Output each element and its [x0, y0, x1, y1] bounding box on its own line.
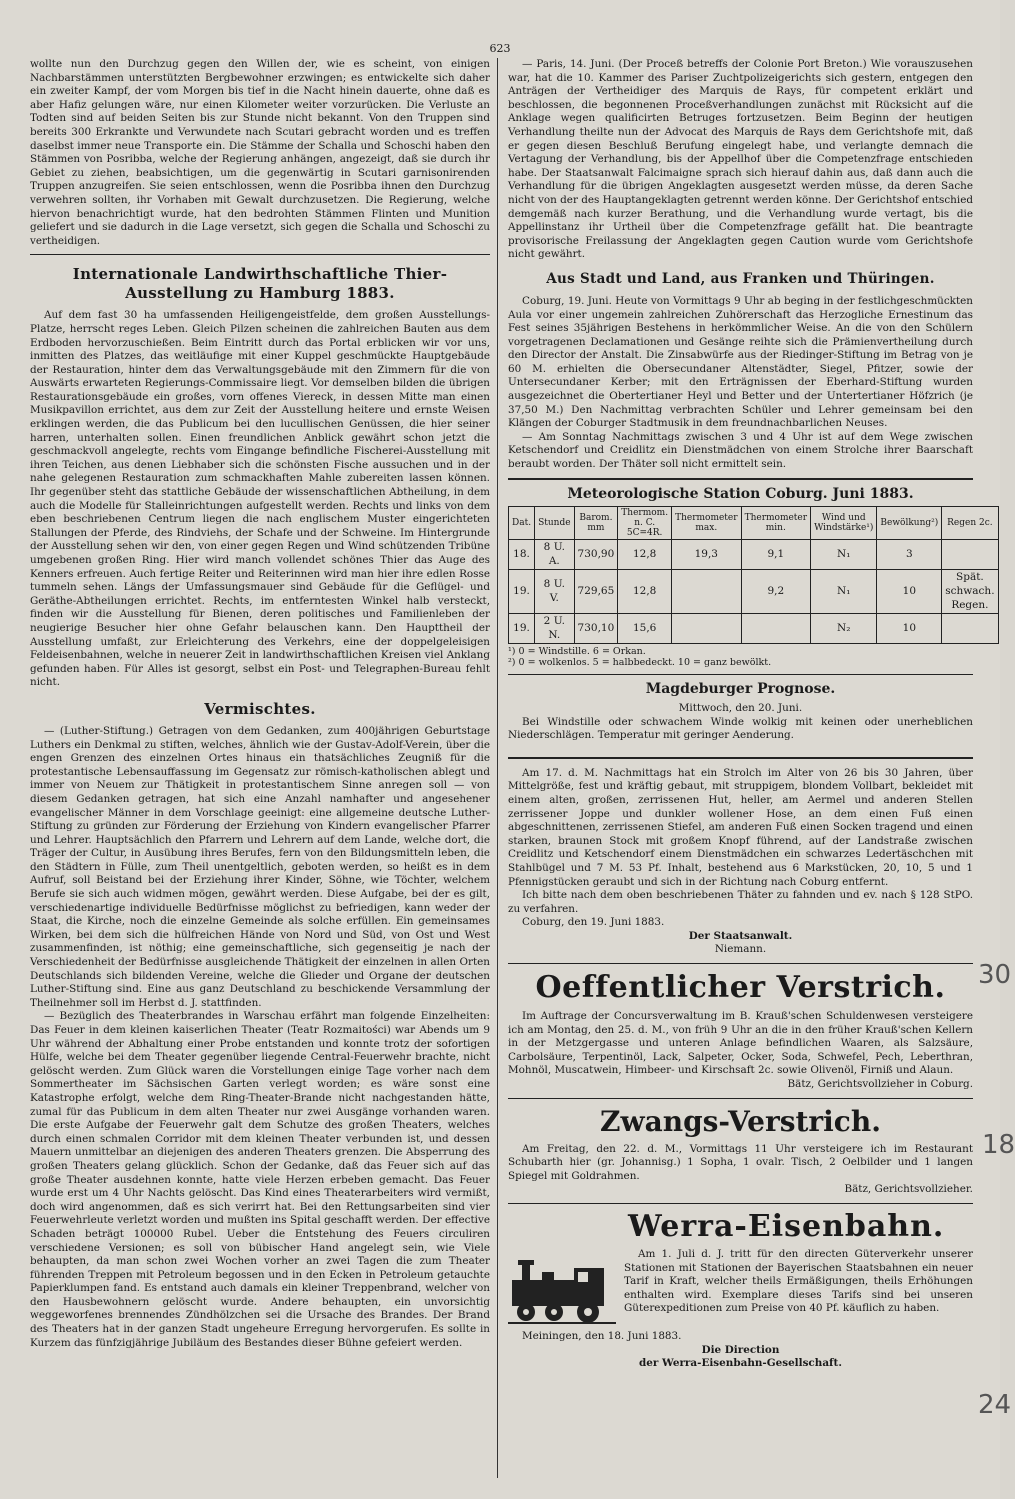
margin-mark-18: 18	[982, 1130, 1015, 1160]
weather-station-title: Meteorologische Station Coburg. Juni 1883.	[567, 485, 914, 502]
wanted-request: Ich bitte nach dem oben beschriebenen Thäter zu fahnden und ev. nach § 128 StPO. zu verfahren.	[508, 889, 973, 915]
weather-row	[509, 540, 999, 570]
separator	[508, 963, 973, 964]
right-column	[508, 58, 995, 1371]
weather-cell	[672, 614, 742, 644]
railway-signature-1: Die Direction	[701, 1343, 780, 1356]
weather-cell: 12,8	[618, 540, 672, 570]
weather-cell: 10	[877, 570, 942, 614]
forecast-date: Mittwoch, den 20. Juni.	[678, 701, 803, 714]
weather-cell: 10	[877, 614, 942, 644]
misc-heading: Vermischtes.	[204, 699, 316, 718]
weather-note-clouds: ²) 0 = wolkenlos. 5 = halbbedeckt. 10 = ganz bewölkt.	[508, 657, 772, 669]
weather-cell	[942, 614, 998, 644]
weather-cell: N₁	[811, 570, 877, 614]
weather-cell: 19,3	[672, 540, 742, 570]
forecast-text: Bei Windstille oder schwachem Winde wolkig mit keinen oder unerheblichen Niederschlägen. Temperatur mit geringer Aenderung.	[508, 715, 973, 742]
forced-auction-signature: Bätz, Gerichtsvollzieher.	[844, 1183, 973, 1196]
forecast-title: Magdeburger Prognose.	[645, 681, 836, 698]
wanted-date: Coburg, den 19. Juni 1883.	[522, 916, 665, 929]
weather-header-cell: Thermometer min.	[741, 507, 811, 540]
paris-article: — Paris, 14. Juni. (Der Proceß betreffs der Colonie Port Breton.) Wie vorauszusehen war, hat die 10. Kammer des Pariser Zuchtpolizeigerichts sich gestern, entgegen den Anträgen der Vertheidiger des Marquis de Rays, für competent erklärt und beschlossen, die begonnenen Proceßverhandlungen zunächst mit Rücksicht auf die Anklage wegen qualificirten Betruges fortzusetzen. Beim Beginn der heutigen Verhandlung theilte nun der Advocat des Marquis de Rays dem Gerichtshofe mit, daß er gegen diesen Beschluß Berufung eingelegt habe, und verlangte demnach die Vertagung der Verhandlung, bis der Appellhof über die Competenzfrage entschieden habe. Der Staatsanwalt Falcimaigne sprach sich hierauf dahin aus, daß dann auch die Verhandlung für die übrigen Angeklagten ausgesetzt werden müsse, da deren Sache nicht von der des Hauptangeklagten getrennt werden könne. Der Gerichtshof entschied demgemäß nach kurzer Berathung, und die Verhandlung wurde vertagt, bis die Appellinstanz ihr Urtheil über die Competenzfrage gefällt hat. Die beantragte provisorische Freilassung der Angeklagten gegen Caution wurde vom Gerichtshofe nicht gewährt.	[508, 58, 973, 261]
weather-header-cell: Stunde	[535, 507, 574, 540]
weather-header-cell: Barom. mm	[574, 507, 618, 540]
separator	[30, 254, 490, 255]
weather-cell: 9,1	[741, 540, 811, 570]
weather-cell: Spät. schwach. Regen.	[942, 570, 998, 614]
wanted-notice: Am 17. d. M. Nachmittags hat ein Strolch im Alter von 26 bis 30 Jahren, über Mittelgröße, fest und kräftig gebaut, mit struppigem, blondem Vollbart, bekleidet mit einem alten, großen, zerrissenen Hut, heller, am Aermel und anderen Stellen zerrissener Joppe und dunkler wollener Hose, an dem einen Fuß einen abgeschnittenen, zerrissenen Stiefel, am anderen Fuß einen Socken tragend und einen starken, braunen Stock mit großem Knopf führend, auf der Landstraße zwischen Creidlitz und Ketschendorf einem Dienstmädchen ein schwarzes Ledertäschchen mit Stahlbügel und 7 M. 53 Pf. Inhalt, bestehend aus 6 Markstücken, 20, 10, 5 und 1 Pfennigstücken geraubt und sich in der Richtung nach Coburg entfernt.	[508, 766, 973, 888]
robbery-short-article: — Am Sonntag Nachmittags zwischen 3 und 4 Uhr ist auf dem Wege zwischen Ketschendorf und Creidlitz ein Dienstmädchen von einem Strolche ihrer Baarschaft beraubt worden. Der Thäter soll nicht ermittelt sein.	[508, 430, 973, 471]
weather-cell: 18.	[509, 540, 535, 570]
margin-mark-30: 30	[978, 960, 1012, 990]
page-number: 623	[489, 42, 511, 55]
locomotive-icon	[508, 1250, 616, 1328]
weather-cell: 15,6	[618, 614, 672, 644]
weather-cell	[942, 540, 998, 570]
separator	[508, 1098, 973, 1099]
weather-cell: N₁	[811, 540, 877, 570]
weather-cell: 19.	[509, 570, 535, 614]
public-auction-title: Oeffentlicher Verstrich.	[535, 970, 946, 1006]
regional-heading: Aus Stadt und Land, aus Franken und Thüringen.	[546, 270, 935, 287]
railway-date: Meiningen, den 18. Juni 1883.	[522, 1330, 682, 1342]
coburg-article: Coburg, 19. Juni. Heute von Vormittags 9 Uhr ab beging in der festlichgeschmückten Aula vor einer ungemein zahlreichen Zuhörerschaft das Herzogliche Ernestinum das Fest seines 35jährigen Bestehens in herkömmlicher Weise. An die von den Schülern vorgetragenen Declamationen und Gesänge reihte sich die Prämienvertheilung durch den Director der Anstalt. Die Zinsabwürfe aus der Riedinger-Stiftung im Betrag von je 60 M. erhielten die Obersecundaner Altenstädter, Siegel, Pfitzer, sowie der Untersecundaner Kerber; mit den Erträgnissen der Eberhard-Stiftung wurden ausgezeichnet die Obertertianer Heyl und Better und der Untertertianer Höfzrich (je 37,50 M.) Den Nachmittag verbrachten Schüler und Lehrer gemeinsam bei den Klängen der Coburger Stadtmusik in dem freundnachbarlichen Neuses.	[508, 294, 973, 430]
public-auction-text: Im Auftrage der Concursverwaltung im B. Krauß'schen Schuldenwesen versteigere ich am Montag, den 25. d. M., von früh 9 Uhr an die in den früher Krauß'schen Kellern in der Metzgergasse und unteren Anlage befindlichen Waaren, als Salzsäure, Carbolsäure, Terpentinöl, Lack, Salpeter, Ocker, Soda, Schwefel, Pech, Leberthran, Mohnöl, Muscatwein, Himbeer- und Kirschsaft 2c. sowie Olivenöl, Firniß und Alaun.	[508, 1010, 973, 1077]
forced-auction-title: Zwangs-Verstrich.	[600, 1104, 881, 1138]
weather-cell: 8 U. V.	[535, 570, 574, 614]
weather-row	[509, 614, 999, 644]
intro-paragraph: wollte nun den Durchzug gegen den Willen der, wie es scheint, von einigen Nachbarstämmen unterstützten Bergbewohner erzwingen; es entwickelte sich daher ein zweiter Kampf, der vom Morgen bis tief in die Nacht hinein dauerte, ohne daß es aber Hafiz gelungen wäre, nur einen Kilometer weiter vorzurücken. Die Verluste an Todten sind auf beiden Seiten bis zur Stunde nicht bekannt. Von den Truppen sind bereits 300 Erkrankte und Verwundete nach Scutari gebracht worden und es treffen daselbst immer neue Transporte ein. Die Stämme der Schalla und Schoschi haben den Stämmen von Posribba, welche der Regierung anhängen, angezeigt, daß sie durch ihr Gebiet zu ziehen, beabsichtigen, um die gegenwärtig in Scutari garnisonirenden Truppen anzugreifen. Sie seien entschlossen, wenn die Posribba ihnen den Durchzug verwehren sollten, ihr Vorhaben mit Gewalt durchzusetzen. Die Regierung, welche hiervon benachrichtigt wurde, hat den bedrohten Stämmen Flinten und Munition geliefert und sie dadurch in die Lage versetzt, sich gegen die Schalla und Schoschi zu vertheidigen.	[30, 58, 490, 247]
separator	[508, 1203, 973, 1204]
forced-auction-text: Am Freitag, den 22. d. M., Vormittags 11 Uhr versteigere ich im Restaurant Schubarth hier (gr. Johannisg.) 1 Sopha, 1 ovalr. Tisch, 2 Oelbilder und 1 langen Spiegel mit Goldrahmen.	[508, 1142, 973, 1182]
weather-cell	[741, 614, 811, 644]
weather-header-cell: Thermometer max.	[672, 507, 742, 540]
column-divider	[497, 58, 498, 1478]
weather-cell: 9,2	[741, 570, 811, 614]
wanted-signature-name: Niemann.	[714, 943, 767, 956]
weather-cell: 729,65	[574, 570, 618, 614]
wanted-signature-title: Der Staatsanwalt.	[688, 929, 793, 942]
weather-row	[509, 570, 999, 614]
weather-cell	[672, 570, 742, 614]
exhibition-article: Auf dem fast 30 ha umfassenden Heiligengeistfelde, dem großen Ausstellungs-Platze, herrscht reges Leben. Gleich Pilzen scheinen die zahlreichen Bauten aus dem Erdboden hervorzuschießen. Beim Eintritt durch das Portal erblicken wir vor uns, inmitten des Platzes, das weitläufige mit einer Kuppel geschmückte Hauptgebäude der Restauration, hinter dem das Verwaltungsgebäude mit den Zimmern für die von Auswärts erwarteten Regierungs-Commissaire liegt. Vor demselben bilden die übrigen Restaurationsgebäude ein großes, vorn offenes Viereck, in dessen Mitte man einen Musikpavillon errichtet, aus dem zur Zeit der Ausstellung heitere und ernste Weisen erklingen werden, die das Publicum bei den lucullischen Genüssen, die hier seiner harren, unterhalten sollen. Einen freundlichen Anblick gewährt schon jetzt die geschmackvoll angelegte, rechts vom Eingange befindliche Fischerei-Ausstellung mit ihren Teichen, aus denen Liebhaber sich die schönsten Fische aussuchen und in der nahe gelegenen Restauration zum schmackhaften Mahle zubereiten lassen können. Ihr gegenüber steht das stattliche Gebäude der wissenschaftlichen Abtheilung, in dem auch die Modelle für Stalleinrichtungen aufgestellt werden. Rechts und links von dem eben beschriebenen Centrum liegen die nach englischem Muster eingerichteten Stallungen der Pferde, des Rindviehs, der Schafe und der Schweine. Im Hintergrunde der Ausstellung sehen wir den, von einer gegen Regen und Wind schützenden Tribüne umgebenen großen Ring. Hier wird manch vollendet schönes Thier das Auge des Kenners erfreuen. Auch fertige Reiter und Reiterinnen wird man hier ihre edlen Rosse tummeln sehen. Längs der Umfassungsmauer sind Gebäude für die Geflügel- und Geräthe-Abtheilungen errichtet. Rechts, im entferntesten Winkel halb versteckt, finden wir die Ausstellung für Bienen, deren politisches und Familienleben der neugierige Besucher hier ohne Gefahr belauschen kann. Den Haupttheil der Ausstellung umfaßt, zur Erleichterung des Verkehrs, eine der doppelgeleisigen Feldeisenbahnen, welche in neuerer Zeit in landwirthschaftlichen Kreisen viel Anklang gefunden haben. Für Alles ist gesorgt, selbst ein Post- und Telegraphen-Bureau fehlt nicht.	[30, 309, 490, 689]
weather-header-cell: Dat.	[509, 507, 535, 540]
weather-note-wind: ¹) 0 = Windstille. 6 = Orkan.	[508, 646, 646, 658]
weather-cell: 19.	[509, 614, 535, 644]
separator	[508, 674, 973, 675]
separator	[508, 757, 973, 759]
public-auction-signature: Bätz, Gerichtsvollzieher in Coburg.	[787, 1078, 973, 1091]
weather-header-cell: Regen 2c.	[942, 507, 998, 540]
separator	[508, 478, 973, 480]
weather-cell: 8 U. A.	[535, 540, 574, 570]
weather-cell: 12,8	[618, 570, 672, 614]
weather-cell: N₂	[811, 614, 877, 644]
weather-cell: 3	[877, 540, 942, 570]
railway-signature-2: der Werra-Eisenbahn-Gesellschaft.	[639, 1357, 842, 1370]
margin-mark-24: 24	[978, 1390, 1012, 1420]
railway-text: Am 1. Juli d. J. tritt für den directen Güterverkehr unserer Stationen mit Stationen der Bayerischen Staatsbahnen ein neuer Tarif in Kraft, welcher theils Ermäßigungen, theils Erhöhungen enthalten wird. Exemplare dieses Tarifs sind bei unseren Güterexpeditionen zum Preise von 40 Pf. käuflich zu haben.	[624, 1248, 973, 1315]
luther-article: — (Luther-Stiftung.) Getragen von dem Gedanken, zum 400jährigen Geburtstage Luthers ein Denkmal zu stiften, welches, ähnlich wie der Gustav-Adolf-Verein, über die engen Grenzen des einzelnen Ortes hinaus ein thatsächliches Zeugniß für die protestantische Lebensauffassung im Gegensatz zur römisch-katholischen ablegt und immer von Neuem zur Thätigkeit in protestantischem Sinne anregen soll — von diesem Gedanken getragen, hat sich eine Anzahl namhafter und angesehener evangelischer Männer in dem Vorschlage geeinigt: eine allgemeine deutsche Luther-Stiftung zu gründen zur Förderung der Erziehung von Kindern evangelischer Pfarrer und Lehrer. Hauptsächlich den Pfarrern und Lehrern auf dem Lande, welche dort, die Träger der Cultur, in Ausübung ihres Berufes, fern von den Bildungsmitteln leben, die den Städtern in Fülle, zum Theil unentgeltlich, geboten werden, so heißt es in dem Aufruf, soll Beistand bei der Erziehung ihrer Kinder, Söhne, wie Töchter, welchem Berufe sie sich auch widmen mögen, gewährt werden. Diese Aufgabe, bei der es gilt, verschiedenartige individuelle Bedürfnisse möglichst zu befriedigen, kann weder der Staat, die Kirche, noch die einzelne Gemeinde als solche erfüllen. Ein gemeinsames Wirken, bei dem sich die hülfreichen Hände von Nord und Süd, von Ost und West zusammenfinden, ist nöthig; eine gemeinschaftliche, sich gegenseitig je nach der Verschiedenheit der Bedürfnisse ausgleichende Thätigkeit der einzelnen in allen Orten Deutschlands sich bildenden Vereine, welche die Glieder und Organe der deutschen Luther-Stiftung sind. Eine aus ganz Deutschland zu beschickende Versammlung der Theilnehmer soll im Herbst d. J. stattfinden.	[30, 724, 490, 1009]
weather-header-cell: Bewölkung²)	[877, 507, 942, 540]
weather-header-cell: Wind und Windstärke¹)	[811, 507, 877, 540]
theater-article: — Bezüglich des Theaterbrandes in Warschau erfährt man folgende Einzelheiten: Das Feuer in dem kleinen kaiserlichen Theater (Teatr Rozmaitości) war Abends um 9 Uhr während der Abhaltung einer Probe entstanden und konnte trotz der sofortigen Hülfe, welche bei dem Theater gegenüber liegende Central-Feuerwehr brachte, nicht gelöscht werden. Zum Glück waren die Vorstellungen einige Tage vorher nach dem Sommertheater im Sächsischen Garten verlegt worden; es wäre sonst eine Katastrophe erfolgt, welche dem Ring-Theater-Brande nicht nachgestanden hätte, zumal für das Publicum in dem alten Theater nur zwei Ausgänge vorhanden waren. Die erste Aufgabe der Feuerwehr galt dem Schutze des großen Theaters, welches durch einen schmalen Corridor mit dem kleinen Theater verbunden ist, und dessen Mauern unmittelbar an diejenigen des anderen Theaters grenzen. Die Absperrung des großen Theaters gelang glücklich. Schon der Gedanke, daß das Feuer sich auf das große Theater ausdehnen konnte, hatte viele Herzen erbeben gemacht. Das Feuer wurde erst um 4 Uhr Nachts gelöscht. Das Kind eines Theaterarbeiters wird vermißt, doch wird angenommen, daß es sich verirrt hat. Bei den Rettungsarbeiten sind vier Feuerwehrleute verletzt worden und mußten ins Spital geschafft werden. Der effective Schaden beträgt 100000 Rubel. Ueber die Entstehung des Feuers circuliren verschiedene Versionen; es soll von bübischer Hand angelegt sein, wie Viele behaupten, da man schon zwei Wochen vorher an zwei Tagen die zum Theater führenden Treppen mit Petroleum begossen und in den Ecken in Petroleum getauchte Papierklumpen fand. Es entstand auch damals ein kleiner Treppenbrand, welcher von den Hausbewohnern gelöscht wurde. Andere behaupten, ein unvorsichtig weggeworfenes brennendes Zündhölzchen sei die Ursache des Brandes. Der Brand des Theaters hat in der ganzen Stadt ungeheure Erregung hervorgerufen. Es sollte in Kurzem das fünfzigjährige Jubiläum des Bestandes dieser Bühne gefeiert werden.	[30, 1010, 490, 1349]
left-column	[30, 58, 490, 1350]
railway-title: Werra-Eisenbahn.	[628, 1209, 945, 1244]
weather-table	[508, 506, 999, 644]
weather-header-cell: Thermom. n. C. 5C=4R.	[618, 507, 672, 540]
weather-cell: 730,90	[574, 540, 618, 570]
weather-cell: 730,10	[574, 614, 618, 644]
exhibition-heading: Internationale Landwirthschaftliche Thier-Ausstellung zu Hamburg 1883.	[72, 265, 448, 303]
weather-cell: 2 U. N.	[535, 614, 574, 644]
